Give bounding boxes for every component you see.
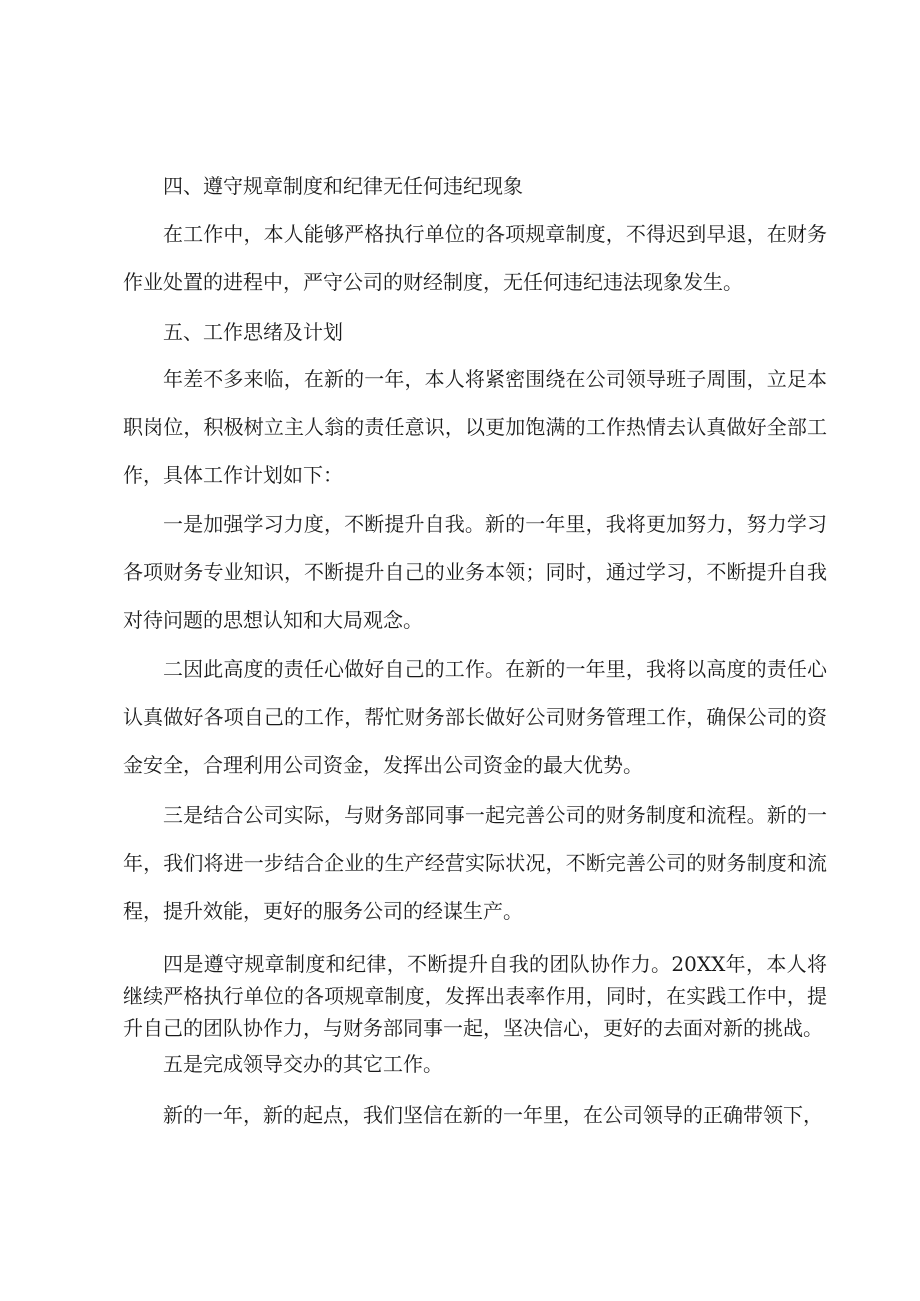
paragraph-plan-intro: 年差不多来临，在新的一年，本人将紧密围绕在公司领导班子周围，立足本职岗位，积极树立主人翁的责任意识，以更加饱满的工作热情去认真做好全部工作，具体工作计划如下： [123, 367, 827, 487]
paragraph-closing: 新的一年，新的起点，我们坚信在新的一年里，在公司领导的正确带领下， [163, 1103, 823, 1127]
paragraph-item-2: 二因此高度的责任心做好自己的工作。在新的一年里，我将以高度的责任心认真做好各项自己的工作，帮忙财务部长做好公司财务管理工作，确保公司的资金安全，合理利用公司资金，发挥出公司资金的最大优势。 [123, 657, 827, 777]
section-heading-5: 五、工作思绪及计划 [163, 320, 343, 344]
paragraph-item-1: 一是加强学习力度，不断提升自我。新的一年里，我将更加努力，努力学习各项财务专业知识，不断提升自己的业务本领；同时，通过学习，不断提升自我对待问题的思想认知和大局观念。 [123, 512, 827, 632]
paragraph-item-4: 四是遵守规章制度和纪律，不断提升自我的团队协作力。20XX年，本人将继续严格执行单位的各项规章制度，发挥出表率作用，同时，在实践工作中，提升自己的团队协作力，与财务部同事一起，坚决信心，更好的去面对新的挑战。 [123, 952, 827, 1040]
section-heading-4: 四、遵守规章制度和纪律无任何违纪现象 [163, 174, 523, 198]
paragraph-discipline: 在工作中，本人能够严格执行单位的各项规章制度，不得迟到早退，在财务作业处置的进程中，严守公司的财经制度，无任何违纪违法现象发生。 [123, 222, 827, 294]
paragraph-item-5: 五是完成领导交办的其它工作。 [163, 1052, 443, 1076]
paragraph-item-3: 三是结合公司实际，与财务部同事一起完善公司的财务制度和流程。新的一年，我们将进一步结合企业的生产经营实际状况，不断完善公司的财务制度和流程，提升效能，更好的服务公司的经谋生产。 [123, 803, 827, 923]
